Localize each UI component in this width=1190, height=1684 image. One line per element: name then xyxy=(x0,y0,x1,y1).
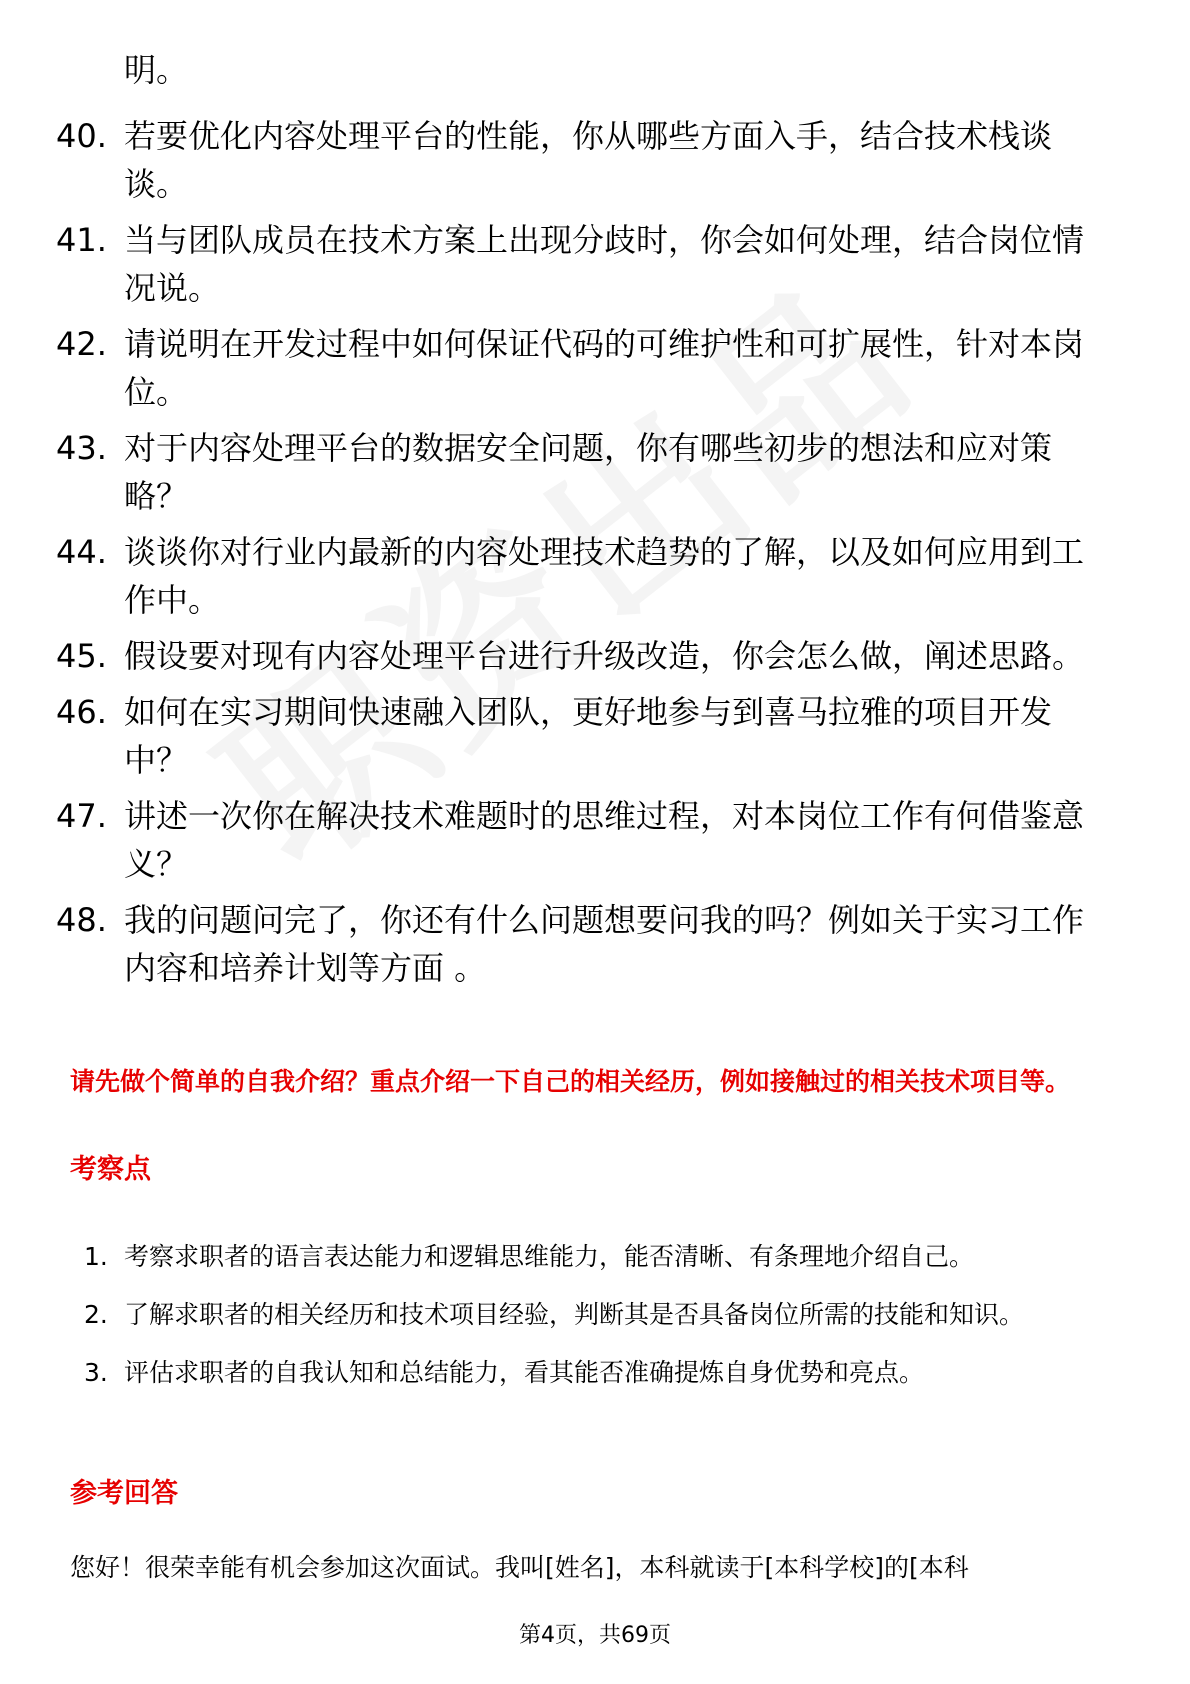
question-number: 46. xyxy=(56,693,107,731)
reference-title: 参考回答 xyxy=(70,1478,178,1509)
question-text: 我的问题问完了，你还有什么问题想要问我的吗？例如关于实习工作内容和培养计划等方面 。 xyxy=(124,901,1085,987)
question-item xyxy=(0,896,1114,992)
question-item xyxy=(0,320,1114,416)
question-item xyxy=(0,792,1114,888)
question-text: 讲述一次你在解决技术难题时的思维过程，对本岗位工作有何借鉴意义？ xyxy=(124,797,1085,883)
assessment-point xyxy=(0,1228,1114,1286)
question-number: 43. xyxy=(56,429,107,467)
question-item xyxy=(0,528,1114,624)
assessment-points xyxy=(0,1228,1190,1402)
highlight-question: 请先做个简单的自我介绍？重点介绍一下自己的相关经历，例如接触过的相关技术项目等。 xyxy=(70,1067,1071,1096)
question-text: 谈谈你对行业内最新的内容处理技术趋势的了解，以及如何应用到工作中。 xyxy=(124,533,1085,619)
question-number: 40. xyxy=(56,117,107,155)
point-number: 1. xyxy=(84,1242,108,1271)
assessment-point xyxy=(0,1286,1114,1344)
assessment-point xyxy=(0,1344,1114,1402)
question-number: 48. xyxy=(56,901,107,939)
question-text: 假设要对现有内容处理平台进行升级改造，你会怎么做，阐述思路。 xyxy=(124,637,1085,675)
question-number: 44. xyxy=(56,533,107,571)
question-number: 47. xyxy=(56,797,107,835)
question-number: 41. xyxy=(56,221,107,259)
question-item xyxy=(0,216,1114,312)
question-text: 如何在实习期间快速融入团队，更好地参与到喜马拉雅的项目开发中？ xyxy=(124,693,1053,779)
point-text: 评估求职者的自我认知和总结能力，看其能否准确提炼自身优势和亮点。 xyxy=(124,1358,925,1387)
question-number: 42. xyxy=(56,325,107,363)
question-item xyxy=(0,688,1114,784)
point-number: 3. xyxy=(84,1358,108,1387)
question-text: 当与团队成员在技术方案上出现分歧时，你会如何处理，结合岗位情况说。 xyxy=(124,221,1085,307)
question-list xyxy=(0,112,1190,1000)
question-number: 45. xyxy=(56,637,107,675)
point-text: 考察求职者的语言表达能力和逻辑思维能力，能否清晰、有条理地介绍自己。 xyxy=(124,1242,975,1271)
question-text: 若要优化内容处理平台的性能，你从哪些方面入手，结合技术栈谈谈。 xyxy=(124,117,1053,203)
point-text: 了解求职者的相关经历和技术项目经验，判断其是否具备岗位所需的技能和知识。 xyxy=(124,1300,1025,1329)
point-number: 2. xyxy=(84,1300,108,1329)
question-item xyxy=(0,112,1114,208)
question-text: 对于内容处理平台的数据安全问题，你有哪些初步的想法和应对策略？ xyxy=(124,429,1053,515)
page-footer: 第4页，共69页 xyxy=(519,1623,671,1648)
continuation-text: 明。 xyxy=(124,51,189,89)
question-item xyxy=(0,632,1114,680)
question-text: 请说明在开发过程中如何保证代码的可维护性和可扩展性，针对本岗位。 xyxy=(124,325,1085,411)
question-item xyxy=(0,424,1114,520)
assessment-title: 考察点 xyxy=(70,1154,151,1185)
reference-answer: 您好！很荣幸能有机会参加这次面试。我叫[姓名]，本科就读于[本科学校]的[本科 xyxy=(70,1553,969,1582)
